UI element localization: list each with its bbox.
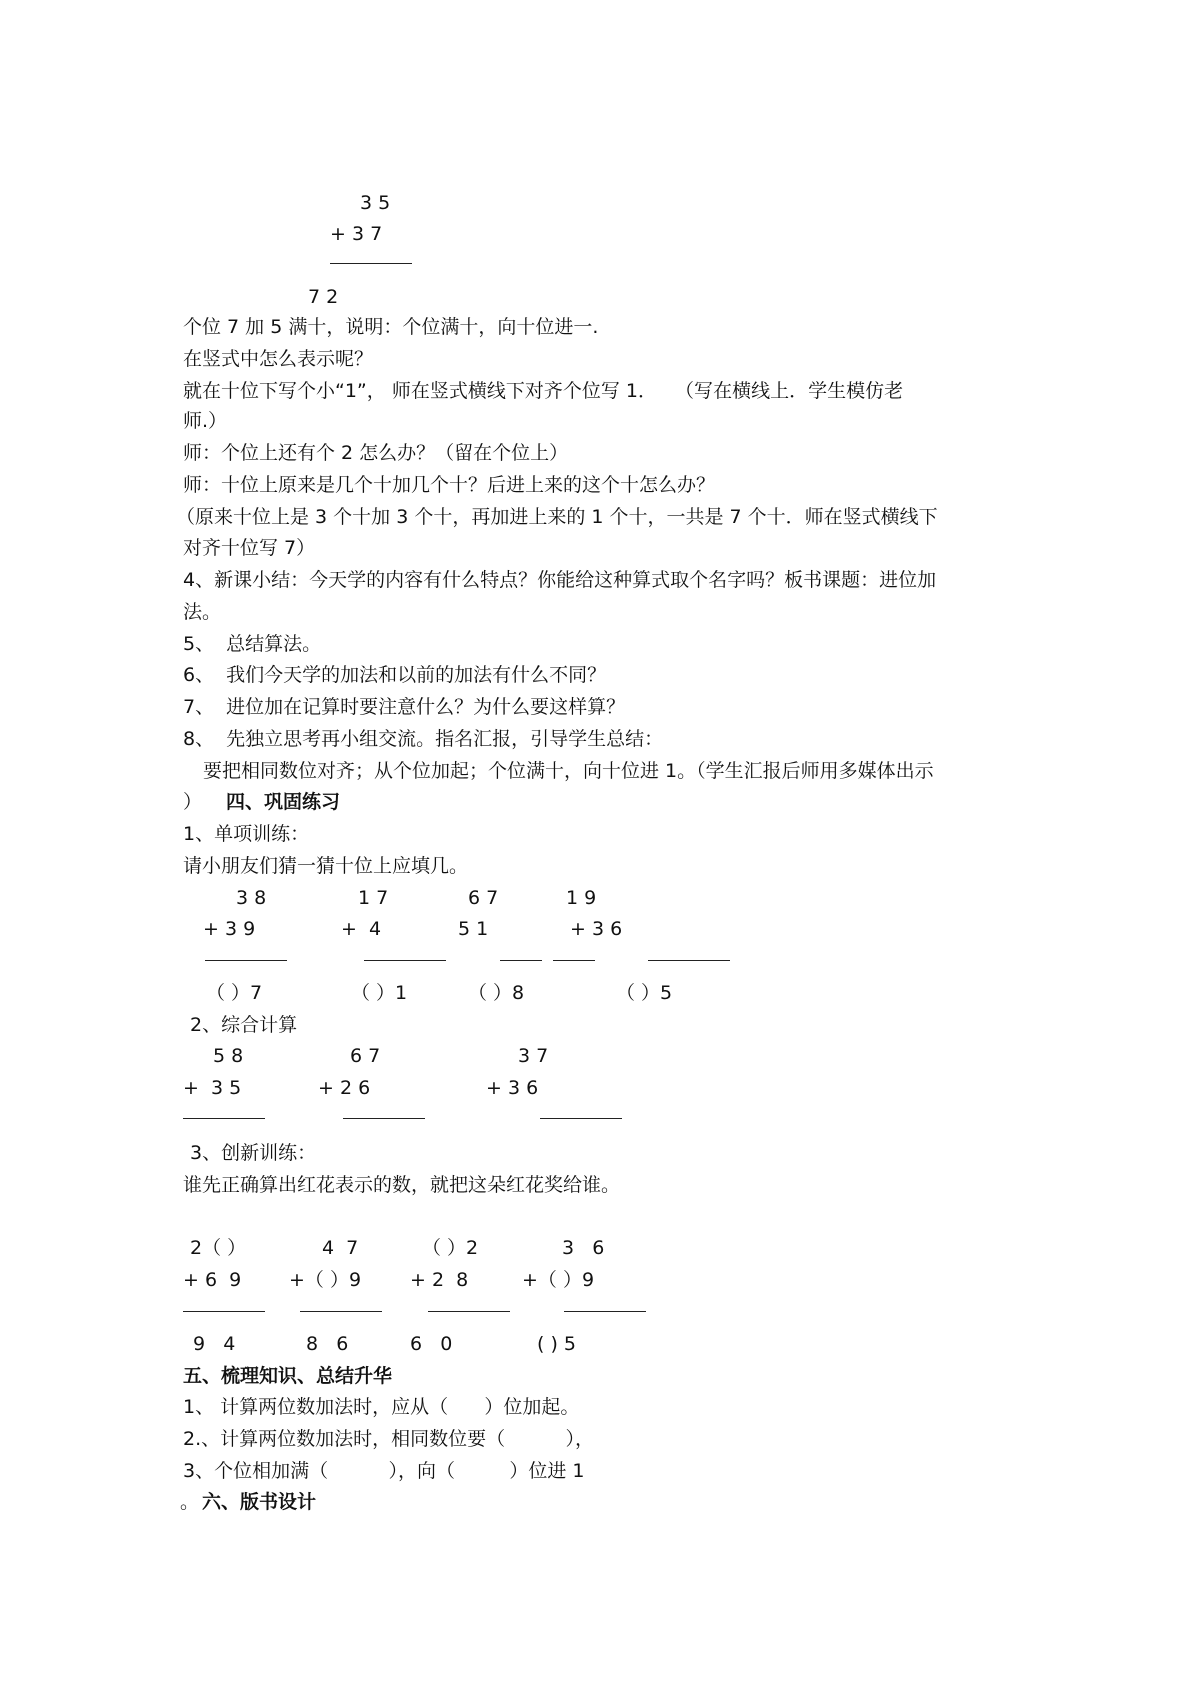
demo-result: 7 2	[308, 286, 339, 308]
ex2-line	[540, 1118, 622, 1119]
ex1-result: （ ）7	[206, 982, 263, 1004]
ex3-line	[183, 1311, 265, 1312]
ex3-addend: +（ ）9	[522, 1269, 595, 1291]
ex2-top: 5 8	[213, 1045, 244, 1067]
text-line: 个位 7 加 5 满十，说明：个位满十，向十位进一.	[183, 316, 599, 338]
ex2-addend: + 2 6	[318, 1077, 371, 1099]
text-line: 8、 先独立思考再小组交流。指名汇报，引导学生总结：	[183, 728, 664, 750]
text-line: 请小朋友们猜一猜十位上应填几。	[183, 855, 469, 877]
ex1-result: （ ）1	[351, 982, 408, 1004]
ex1-result: （ ）8	[468, 982, 525, 1004]
text-line: ）	[183, 791, 203, 813]
section-title-board: 六、版书设计	[202, 1491, 317, 1513]
ex2-top: 6 7	[350, 1045, 381, 1067]
summary-question: 1、 计算两位数加法时，应从（ ）位加起。	[183, 1396, 580, 1418]
ex3-result: 8 6	[306, 1333, 349, 1355]
section-title-practice: 四、巩固练习	[226, 791, 341, 813]
text-line: 就在十位下写个小“1”， 师在竖式横线下对齐个位写 1． （写在横线上．学生模仿老	[183, 380, 904, 402]
text-line: 师.）	[183, 410, 228, 432]
summary-question: 2.、计算两位数加法时，相同数位要（ ），	[183, 1428, 595, 1450]
text-line: 5、 总结算法。	[183, 633, 322, 655]
text-line: 7、 进位加在记算时要注意什么？为什么要这样算？	[183, 696, 626, 718]
ex3-top: 3 6	[562, 1237, 605, 1259]
ex1-line	[648, 960, 730, 961]
demo-addend: + 3 7	[330, 223, 383, 245]
ex1-addend: + 3 6	[570, 918, 623, 940]
ex1-addend: + 3 9	[203, 918, 256, 940]
ex1-addend: + 4	[341, 918, 382, 940]
ex3-top: 2（ ）	[190, 1237, 247, 1259]
period-mark: 。	[180, 1491, 200, 1513]
text-line: 要把相同数位对齐；从个位加起；个位满十，向十位进 1。（学生汇报后师用多媒体出示	[203, 760, 934, 782]
ex2-line	[343, 1118, 425, 1119]
ex1-addend: 5 1	[458, 918, 489, 940]
ex3-addend: +（ ）9	[289, 1269, 362, 1291]
ex1-top: 1 9	[566, 887, 597, 909]
text-line: 师：个位上还有个 2 怎么办？（留在个位上）	[183, 442, 569, 464]
ex3-top: （ ）2	[422, 1237, 479, 1259]
ex2-heading: 2、综合计算	[190, 1014, 298, 1036]
demo-top-number: 3 5	[360, 192, 391, 214]
ex3-addend: + 6 9	[183, 1269, 242, 1291]
ex1-top: 3 8	[236, 887, 267, 909]
text-line: 4、新课小结：今天学的内容有什么特点？你能给这种算式取个名字吗？板书课题：进位加	[183, 569, 937, 591]
ex1-result: （ ）5	[616, 982, 673, 1004]
ex1-line	[205, 960, 287, 961]
ex3-line	[300, 1311, 382, 1312]
ex1-line	[364, 960, 446, 961]
ex2-top: 3 7	[518, 1045, 549, 1067]
text-line: （原来十位上是 3 个十加 3 个十，再加进上来的 1 个十，一共是 7 个十．师在竖式横线下	[176, 506, 938, 528]
ex1-line	[500, 960, 542, 961]
section-title-summary: 五、梳理知识、总结升华	[183, 1365, 393, 1387]
text-line: 在竖式中怎么表示呢？	[183, 348, 374, 370]
summary-question: 3、个位相加满（ ），向（ ）位进 1	[183, 1460, 585, 1482]
ex1-top: 1 7	[358, 887, 389, 909]
ex3-line	[428, 1311, 510, 1312]
text-line: 6、 我们今天学的加法和以前的加法有什么不同？	[183, 664, 607, 686]
ex2-addend: + 3 5	[183, 1077, 242, 1099]
text-line: 法。	[183, 601, 222, 623]
ex3-result: ( ) 5	[537, 1333, 576, 1355]
demo-line	[330, 263, 412, 264]
ex3-intro: 谁先正确算出红花表示的数，就把这朵红花奖给谁。	[183, 1174, 621, 1196]
text-line: 对齐十位写 7）	[183, 537, 316, 559]
ex3-top: 4 7	[322, 1237, 359, 1259]
ex2-line	[183, 1118, 265, 1119]
ex3-heading: 3、创新训练：	[190, 1142, 317, 1164]
ex1-line	[553, 960, 595, 961]
ex3-result: 9 4	[193, 1333, 236, 1355]
ex2-addend: + 3 6	[486, 1077, 539, 1099]
text-line: 师：十位上原来是几个十加几个十？后进上来的这个十怎么办？	[183, 474, 716, 496]
ex1-top: 6 7	[468, 887, 499, 909]
ex3-result: 6 0	[410, 1333, 453, 1355]
text-line: 1、单项训练：	[183, 823, 310, 845]
ex3-line	[564, 1311, 646, 1312]
ex3-addend: + 2 8	[410, 1269, 469, 1291]
